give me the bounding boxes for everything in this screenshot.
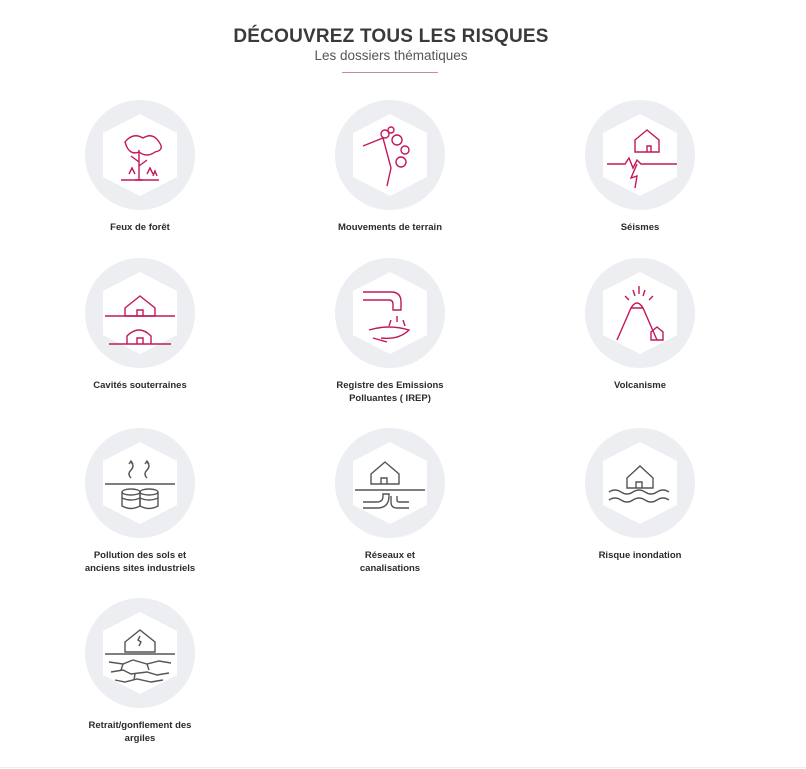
- risk-label: Risque inondation: [598, 550, 682, 561]
- risk-label: Pollution des sols et: [93, 550, 187, 561]
- risk-label: Retrait/gonflement des: [88, 720, 192, 731]
- risk-label-line2: Polluantes ( IREP): [349, 393, 431, 404]
- risk-tile-feux-de-foret[interactable]: [40, 100, 240, 240]
- flood-icon: [595, 438, 685, 528]
- risk-label: Cavités souterraines: [93, 380, 187, 391]
- pollutant-emissions-icon: [345, 268, 435, 358]
- risk-tile-mouvements-de-terrain[interactable]: [290, 100, 490, 240]
- page-subtitle: Les dossiers thématiques: [314, 48, 468, 63]
- risk-label: Mouvements de terrain: [338, 222, 442, 233]
- risk-label: Volcanisme: [613, 380, 667, 391]
- page-title: DÉCOUVREZ TOUS LES RISQUES: [233, 26, 549, 47]
- risk-label-line2: argiles: [124, 733, 156, 744]
- soil-pollution-icon: [95, 438, 185, 528]
- title-divider: [342, 72, 438, 73]
- risk-label: Séismes: [620, 222, 660, 233]
- risk-tile-seismes[interactable]: [540, 100, 740, 240]
- volcano-icon: [595, 268, 685, 358]
- landslide-icon: [345, 110, 435, 200]
- underground-cavity-icon: [95, 268, 185, 358]
- risk-label: Registre des Emissions: [336, 380, 444, 391]
- risk-label-line2: anciens sites industriels: [84, 563, 196, 574]
- risk-tile-risque-inondation[interactable]: [540, 428, 740, 568]
- risk-label: Feux de forêt: [110, 222, 170, 233]
- risk-tile-reseaux-et-canalisations[interactable]: [290, 428, 490, 578]
- risk-tile-cavites-souterraines[interactable]: [40, 258, 240, 398]
- risk-tile-volcanisme[interactable]: [540, 258, 740, 398]
- pipelines-icon: [345, 438, 435, 528]
- risk-tile-retrait-gonflement-des-argiles[interactable]: [40, 598, 240, 748]
- earthquake-icon: [595, 110, 685, 200]
- risk-label-line2: canalisations: [359, 563, 421, 574]
- risk-tile-pollution-des-sols[interactable]: [40, 428, 240, 578]
- clay-shrink-swell-icon: [95, 608, 185, 698]
- section-header: [0, 26, 782, 64]
- risk-label: Réseaux et: [364, 550, 416, 561]
- section-bottom-divider: [0, 767, 806, 768]
- risk-tile-irep[interactable]: [290, 258, 490, 408]
- forest-fire-icon: [95, 110, 185, 200]
